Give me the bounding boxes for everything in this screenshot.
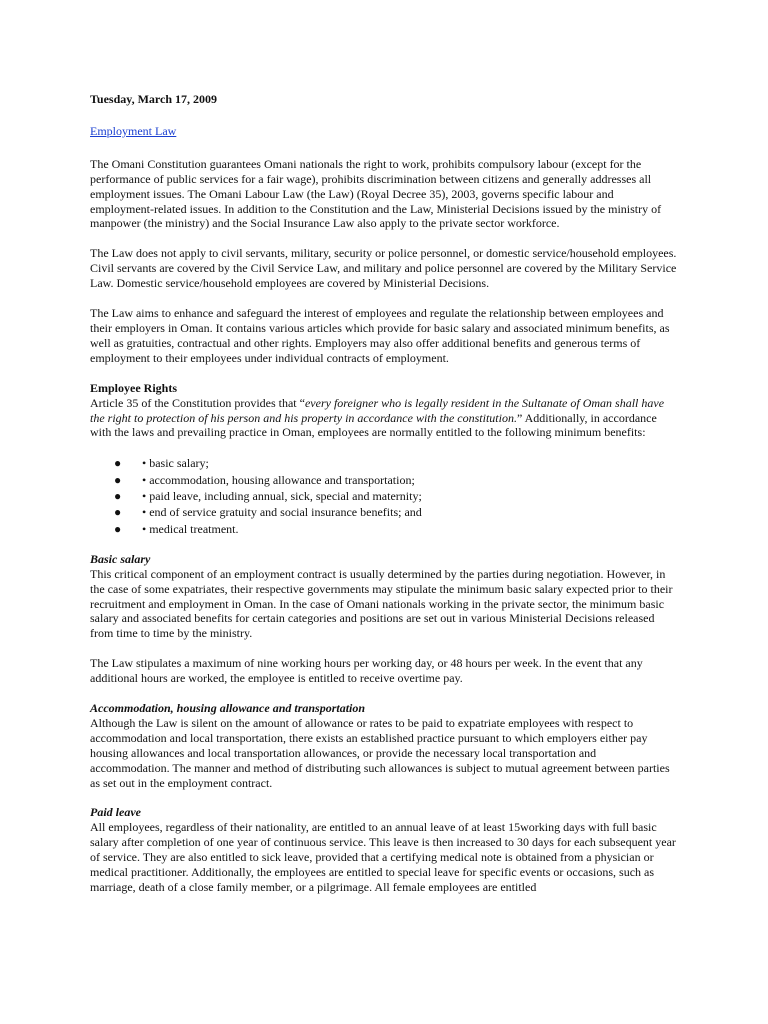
aims-paragraph: The Law aims to enhance and safeguard the interest of employees and regulate the relationship between employees and their employers in Oman. It contains various articles which provide for basic salary and associated minimum benefits, as well as gratuities, contractual and other rights. Employers may also offer additional benefits and generous terms of employment to their employees under individual contracts of employment. <box>90 306 670 365</box>
bullet-icon: ● <box>114 456 122 471</box>
employee-rights-heading: Employee Rights <box>90 380 177 395</box>
list-item <box>90 504 678 520</box>
paid-leave-heading: Paid leave <box>90 805 141 820</box>
benefits-list <box>90 455 678 536</box>
accommodation-section <box>90 701 678 790</box>
post-date: Tuesday, March 17, 2009 <box>90 92 218 106</box>
basic-salary-heading: Basic salary <box>90 551 151 566</box>
constitution-quote: every foreigner who is legally resident in the Sultanate of Oman shall have the right to protection of his person and his property in accordance with the constitution. <box>90 395 665 425</box>
accommodation-heading: Accommodation, housing allowance and transportation <box>90 701 366 716</box>
bullet-icon: ● <box>114 505 122 520</box>
list-item <box>90 488 678 504</box>
bullet-icon: ● <box>114 472 122 487</box>
scope-paragraph: The Law does not apply to civil servants, military, security or police personnel, or domestic service/household employees. Civil servants are covered by the Civil Service Law, and military and police personnel are covered by the Military Service Law. Domestic service/household employees are covered by Ministerial Decisions. <box>90 246 677 291</box>
list-item <box>90 521 678 537</box>
working-hours-paragraph: The Law stipulates a maximum of nine working hours per working day, or 48 hours per week. In the event that any additional hours are worked, the employee is entitled to receive overtime pay. <box>90 656 643 686</box>
paid-leave-section <box>90 805 678 894</box>
accommodation-text: Although the Law is silent on the amount of allowance or rates to be paid to expatriate employees with respect to accommodation and local transportation, there exists an established practice pursuant to which employers either pay housing allowances and local transportation allowances, or provide the necessary local transportation and accommodation. The manner and method of distributing such allowances is subject to mutual agreement between parties as set out in the employment contract. <box>90 715 670 790</box>
basic-salary-section <box>90 552 678 641</box>
list-item-text: • basic salary; <box>142 456 209 471</box>
bullet-icon: ● <box>114 521 122 536</box>
basic-salary-text: This critical component of an employment contract is usually determined by the parties during negotiation. However, in the case of some expatriates, their respective governments may stipulate the minimum basic salary expected prior to their recruitment and employment in Oman. In the case of Omani nationals working in the private sector, the minimum basic salary and associated benefits for certain categories and positions are set out in various Ministerial Decisions released from time to time by the ministry. <box>90 566 673 641</box>
list-item-text: • paid leave, including annual, sick, special and maternity; <box>142 488 422 503</box>
list-item-text: • medical treatment. <box>142 521 239 536</box>
employee-rights-section <box>90 381 678 441</box>
bullet-icon: ● <box>114 488 122 503</box>
paid-leave-text: All employees, regardless of their nationality, are entitled to an annual leave of at least 15working days with full basic salary after completion of one year of continuous service. This leave is then increased to 30 days for each subsequent year of service. They are also entitled to sick leave, provided that a certifying medical note is obtained from a physician or medical practitioner. Additionally, the employees are entitled to special leave for specific events or occasions, such as marriage, death of a close family member, or a pilgrimage. All female employees are entitled <box>90 820 676 895</box>
employee-rights-text-before: Article 35 of the Constitution provides that “ <box>90 395 305 410</box>
post-title-link[interactable]: Employment Law <box>90 123 177 138</box>
list-item <box>90 472 678 488</box>
list-item <box>90 455 678 471</box>
intro-paragraph: The Omani Constitution guarantees Omani nationals the right to work, prohibits compulsory labour (except for the performance of public services for a fair wage), prohibits discrimination between citizens and generally addresses all employment issues. The Omani Labour Law (the Law) (Royal Decree 35), 2003, governs specific labour and employment-related issues. In addition to the Constitution and the Law, Ministerial Decisions issued by the ministry of manpower (the ministry) and the Social Insurance Law also apply to the private sector workforce. <box>90 156 662 231</box>
document-page <box>90 92 678 910</box>
list-item-text: • end of service gratuity and social insurance benefits; and <box>142 505 422 520</box>
employee-rights-text-after: ” Additionally, in accordance with the laws and prevailing practice in Oman, employees are normally entitled to the following minimum benefits: <box>90 410 657 440</box>
list-item-text: • accommodation, housing allowance and transportation; <box>142 472 415 487</box>
